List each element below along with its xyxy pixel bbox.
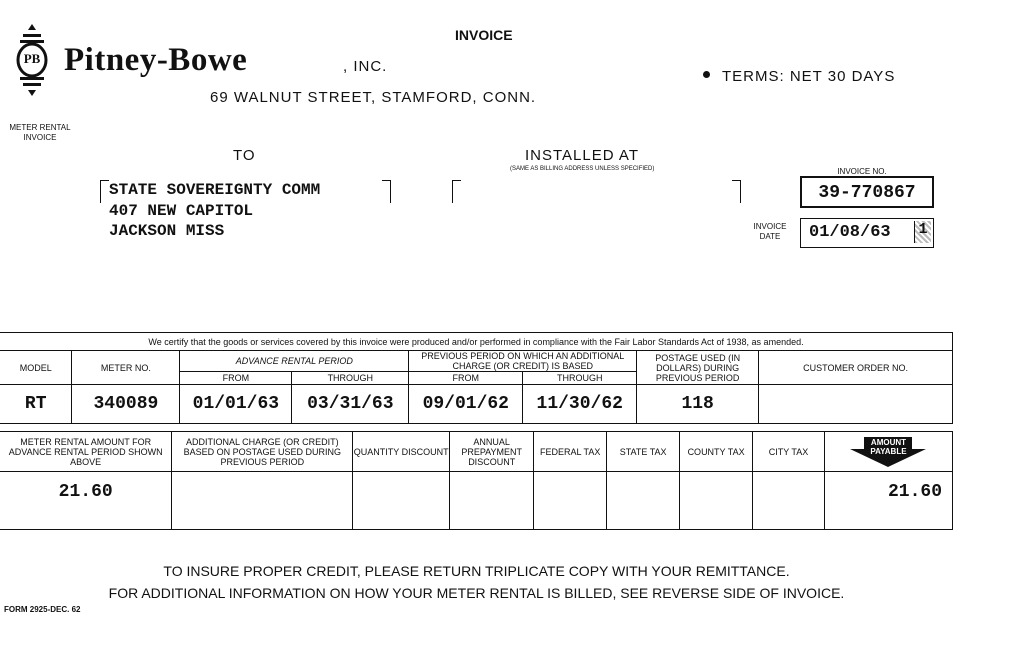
invoice-date-box [800,218,934,248]
prev-from-value: 09/01/62 [409,385,523,424]
advance-period-header: ADVANCE RENTAL PERIOD [180,351,409,372]
city-tax-header: CITY TAX [753,432,825,472]
to-label: TO [233,147,256,164]
address-line-1: STATE SOVEREIGNTY COMM [109,181,321,199]
company-logo-icon [16,22,48,98]
invoice-no-label: INVOICE NO. [837,167,887,176]
amount-payable-label: AMOUNT PAYABLE [870,437,907,456]
address-line-2: 407 NEW CAPITOL [109,202,254,220]
invoice-date: 01/08/63 [809,223,891,242]
postage-used-header: POSTAGE USED (IN DOLLARS) DURING PREVIOUS PERIOD [637,351,759,385]
additional-charge-value [172,472,353,530]
certify-text: We certify that the goods or services covered by this invoice were produced and/or performed in compliance with the Fair Labor Standards Act of 1938, as amended. [0,333,953,351]
company-address: 69 WALNUT STREET, STAMFORD, CONN. [210,89,537,106]
additional-charge-header: ADDITIONAL CHARGE (OR CREDIT) BASED ON POSTAGE USED DURING PREVIOUS PERIOD [172,432,353,472]
postage-value: 118 [637,385,759,424]
installed-bracket-left [452,180,461,203]
quantity-discount-header: QUANTITY DISCOUNT [353,432,450,472]
terms-bullet [703,71,710,78]
doc-type-label: METER RENTAL INVOICE [9,123,71,142]
installed-bracket-right [732,180,741,203]
state-tax-header: STATE TAX [607,432,680,472]
adv-from-value: 01/01/63 [180,385,292,424]
to-bracket-right [382,180,391,203]
charges-table [0,431,953,530]
invoice-title: INVOICE [455,27,513,43]
invoice-number: 39-770867 [818,183,916,203]
meter-no-header: METER NO. [72,351,180,385]
federal-tax-value [534,472,607,530]
amount-payable-value: 21.60 [824,472,952,530]
annual-prepayment-header: ANNUAL PREPAYMENT DISCOUNT [450,432,534,472]
annual-prepayment-value [450,472,534,530]
terms: TERMS: NET 30 DAYS [722,68,896,85]
rental-amount-value: 21.60 [0,472,172,530]
footer-line-2: FOR ADDITIONAL INFORMATION ON HOW YOUR METER RENTAL IS BILLED, SEE REVERSE SIDE OF INVOICE. [108,585,845,601]
installed-note: (SAME AS BILLING ADDRESS UNLESS SPECIFIED) [510,166,655,172]
prev-through-header: THROUGH [523,372,637,385]
state-tax-value [607,472,680,530]
installed-label: INSTALLED AT [525,147,639,164]
meter-no-value: 340089 [72,385,180,424]
invoice-no-box [800,176,934,208]
form-number: FORM 2925-DEC. 62 [4,605,81,614]
customer-order-header: CUSTOMER ORDER NO. [759,351,953,385]
invoice-table [0,332,953,424]
model-header: MODEL [0,351,72,385]
to-bracket-left [100,180,109,203]
adv-from-header: FROM [180,372,292,385]
previous-period-header: PREVIOUS PERIOD ON WHICH AN ADDITIONAL CHARGE (OR CREDIT) IS BASED [409,351,637,372]
adv-through-header: THROUGH [292,372,409,385]
county-tax-header: COUNTY TAX [680,432,753,472]
customer-order-value [759,385,953,424]
logo-letters: PB [23,51,41,66]
company-suffix: , INC. [343,58,388,75]
rental-amount-header: METER RENTAL AMOUNT FOR ADVANCE RENTAL PERIOD SHOWN ABOVE [0,432,172,472]
footer-line-1: TO INSURE PROPER CREDIT, PLEASE RETURN TRIPLICATE COPY WITH YOUR REMITTANCE. [163,563,790,579]
model-value: RT [0,385,72,424]
prev-from-header: FROM [409,372,523,385]
prev-through-value: 11/30/62 [523,385,637,424]
address-line-3: JACKSON MISS [109,222,225,240]
invoice-date-suffix: 1 [914,221,931,243]
adv-through-value: 03/31/63 [292,385,409,424]
amount-payable-header [824,432,952,472]
amount-payable-arrow-icon [850,437,926,467]
invoice-date-label: INVOICE DATE [753,222,787,241]
city-tax-value [753,472,825,530]
federal-tax-header: FEDERAL TAX [534,432,607,472]
quantity-discount-value [353,472,450,530]
company-name: Pitney-Bowe [64,42,248,78]
county-tax-value [680,472,753,530]
